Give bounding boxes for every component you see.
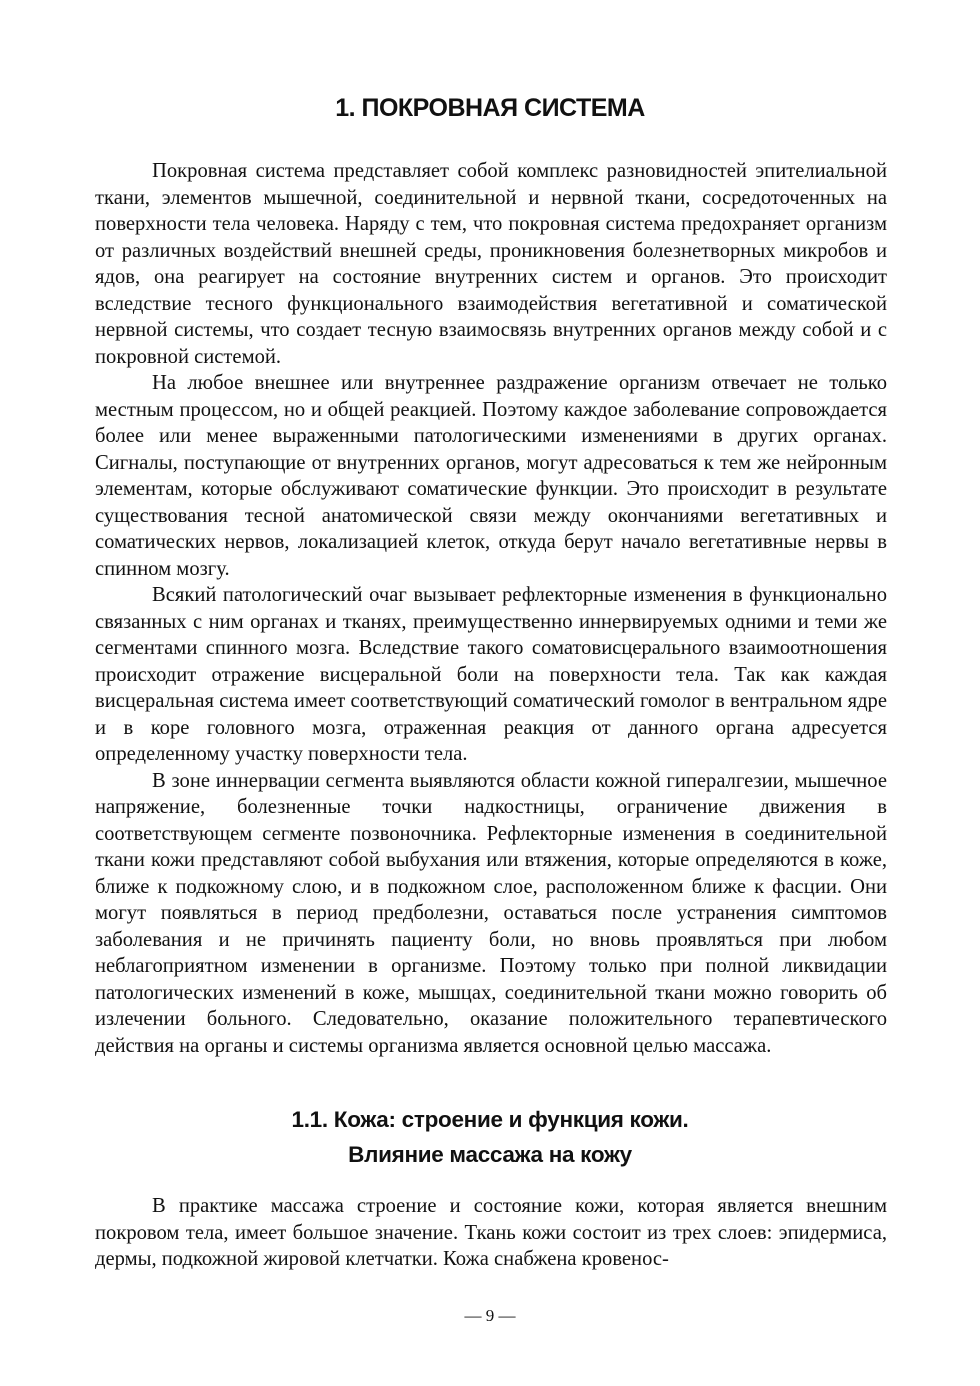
paragraph-5: В практике массажа строение и состояние кожи, которая является внешним покровом тела, имеет большое значение. Ткань кожи состоит из трех слоев: эпидермиса, дермы, подкожной жировой клетчатки. Кожа снабжена кровенос- [95, 1195, 887, 1270]
section-title-line-2: Влияние массажа на кожу [348, 1142, 632, 1167]
paragraph-3: Всякий патологический очаг вызывает рефлекторные изменения в функционально связанных с ним органах и тканях, преимущественно иннервируемых одними и теми же сегментами спинного мозга. Вследствие такого соматовисцерального взаимоотношения происходит отражение висцеральной боли на поверхности тела. Так как каждая висцеральная система имеет соответствующий соматический гомолог в вентральном ядре и в коре головного мозга, отраженная реакция от данного органа адресуется определенному участку поверхности тела. [95, 584, 887, 765]
section-title [0, 1102, 980, 1172]
paragraph-1: Покровная система представляет собой комплекс разновидностей эпителиальной ткани, элементов мышечной, соединительной и нервной ткани, сосредоточенных на поверхности тела человека. Наряду с тем, что покровная система предохраняет организм от различных воздействий внешней среды, проникновения болезнетворных микробов и ядов, она реагирует на состояние внутренних систем и органов. Это происходит вследствие тесного функционального взаимодействия вегетативной и соматической нервной системы, что создает тесную взаимосвязь внутренних органов между собой и с покровной системой. [95, 160, 887, 368]
paragraph-2: На любое внешнее или внутреннее раздражение организм отвечает не только местным процессом, но и общей реакцией. Поэтому каждое заболевание сопровождается более или менее выраженными патологическими изменениями в других органах. Сигналы, поступающие от внутренних органов, могут адресоваться к тем же нейронным элементам, которые обслуживают соматические функции. Это происходит в результате существования тесной анатомической связи между окончаниями вегетативных и соматических нервов, локализацией клеток, откуда берут начало вегетативные нервы в спинном мозгу. [95, 372, 887, 580]
chapter-title: 1. ПОКРОВНАЯ СИСТЕМА [335, 94, 645, 122]
paragraph-4: В зоне иннервации сегмента выявляются области кожной гипералгезии, мышечное напряжение, болезненные точки надкостницы, ограничение движения в соответствующем сегменте позвоночника. Рефлекторные изменения в соединительной ткани кожи представляют собой выбухания или втяжения, которые определяются в коже, ближе к подкожному слою, и в подкожном слое, расположенном ближе к фасции. Они могут появляться в период предболезни, оставаться после устранения симптомов заболевания и не причинять пациенту боли, но вновь проявляться при любом неблагоприятном изменении в организме. Поэтому только при полной ликвидации патологических изменений в коже, мышцах, соединительной ткани можно говорить об излечении больного. Следовательно, оказание положительного терапевтического действия на органы и системы организма является основной целью массажа. [95, 769, 887, 1057]
section-body [95, 1193, 887, 1273]
chapter-body [95, 158, 887, 1059]
page-number: — 9 — [464, 1306, 516, 1325]
section-title-line-1: 1.1. Кожа: строение и функция кожи. [291, 1107, 689, 1132]
